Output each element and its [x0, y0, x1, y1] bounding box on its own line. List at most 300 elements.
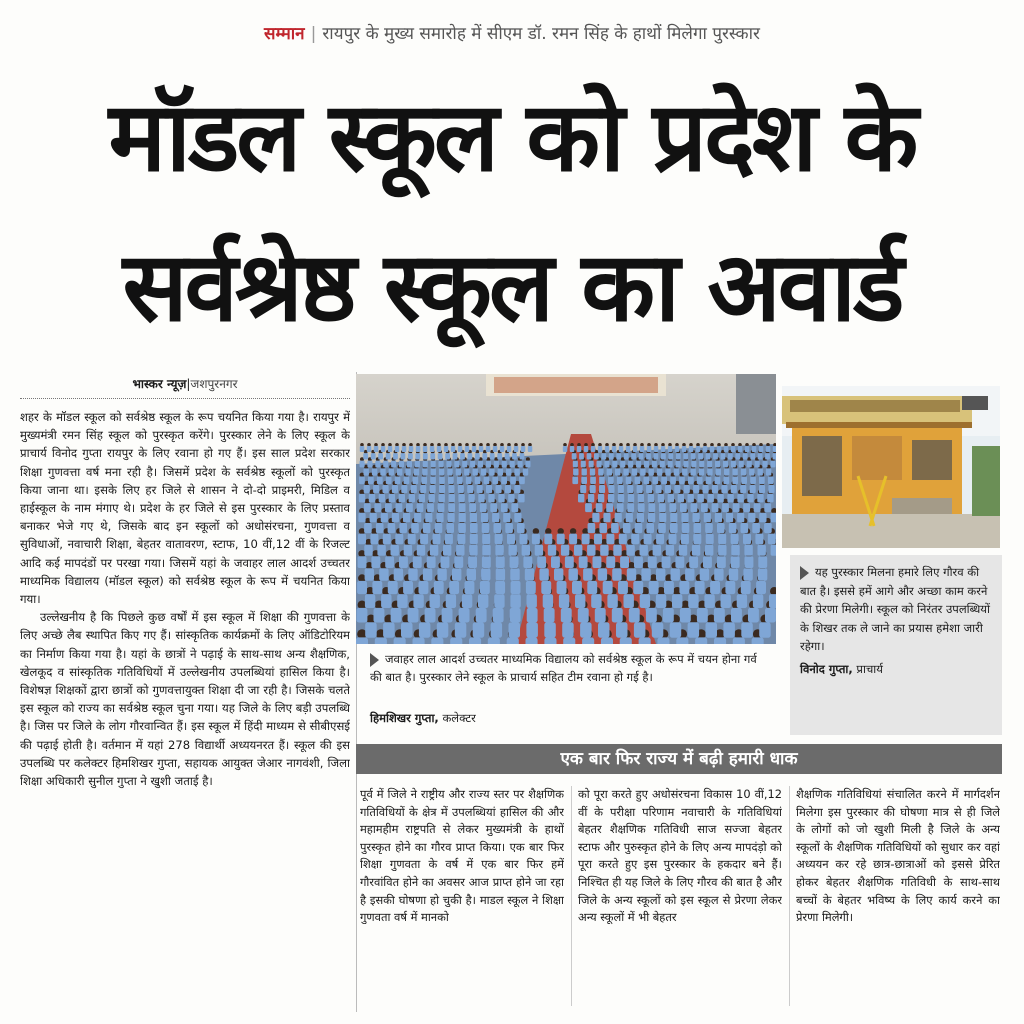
student-uniform — [617, 503, 624, 512]
student-uniform — [526, 622, 538, 637]
student-uniform — [409, 446, 414, 452]
student-uniform — [699, 461, 704, 468]
kicker-separator: | — [310, 24, 317, 44]
student-uniform — [374, 608, 385, 623]
student-uniform — [769, 594, 776, 608]
student-uniform — [723, 461, 728, 468]
student-uniform — [580, 622, 592, 637]
student-uniform — [652, 461, 657, 468]
headline — [10, 62, 1014, 362]
student-uniform — [385, 556, 394, 568]
student-uniform — [604, 461, 609, 468]
student-uniform — [617, 477, 623, 485]
student-uniform — [512, 453, 517, 459]
student-uniform — [715, 477, 721, 485]
student-uniform — [608, 477, 614, 485]
byline-rule — [20, 398, 350, 399]
student-uniform — [413, 477, 419, 485]
student-uniform — [365, 594, 375, 608]
student-uniform — [468, 453, 473, 459]
student-uniform — [430, 446, 435, 452]
student-uniform — [615, 513, 622, 523]
student-uniform — [374, 446, 379, 452]
student-uniform — [408, 453, 413, 459]
byline — [20, 376, 350, 392]
student-uniform — [748, 608, 759, 623]
student-uniform — [670, 513, 677, 523]
student-uniform — [750, 477, 756, 485]
student-uniform — [631, 534, 639, 545]
student-uniform — [683, 453, 688, 459]
quote-name: विनोद गुप्ता, — [800, 661, 853, 676]
student-uniform — [448, 477, 454, 485]
student-uniform — [634, 556, 643, 568]
student-uniform — [383, 534, 391, 545]
student-uniform — [527, 608, 538, 623]
student-uniform — [523, 556, 532, 568]
student-uniform — [444, 446, 449, 452]
student-uniform — [462, 594, 472, 608]
student-uniform — [476, 608, 487, 623]
student-uniform — [559, 594, 569, 608]
student-uniform — [425, 513, 432, 523]
student-uniform — [506, 468, 511, 475]
student-uniform — [599, 485, 605, 493]
student-uniform — [652, 622, 664, 637]
student-uniform — [770, 461, 775, 468]
student-uniform — [375, 461, 380, 468]
student-uniform — [752, 446, 757, 452]
caption-credit — [370, 710, 476, 726]
student-uniform — [475, 453, 480, 459]
student-uniform — [544, 534, 552, 545]
student-uniform — [706, 477, 712, 485]
student-uniform — [434, 581, 444, 594]
student-uniform — [595, 608, 606, 623]
student-uniform — [713, 453, 718, 459]
student-uniform — [637, 513, 644, 523]
student-uniform — [372, 468, 377, 475]
student-head — [545, 528, 551, 534]
student-uniform — [668, 446, 673, 452]
student-uniform — [490, 503, 497, 512]
student-uniform — [691, 461, 696, 468]
student-uniform — [388, 446, 393, 452]
student-uniform — [626, 545, 634, 556]
student-uniform — [722, 503, 729, 512]
body-paragraph: शहर के मॉडल स्कूल को सर्वश्रेष्ठ स्कूल के रूप चयनित किया गया है। रायपुर में मुख्यमंत्री रमन सिंह स्कूल को पुरस्कृत करेंगे। पुरस्कार लेने के लिए स्कूल के प्राचार्य विनोद गुप्ता रायपुर के लिए रवाना हो गए हैं। इस साल प्रदेश सरकार शिक्षा गुणवत्ता वर्ष मना रही है। जिसमें प्रदेश के सर्वश्रेष्ठ स्कूलों को पुरस्कृत किया जाना था। इसके लिए हर जिले से शासन ने दो-दो प्राइमरी, मिडिल व हाईस्कूल के नाम मंगाए थे। प्रदेश के हर जिले से इस पुरस्कार के लिए प्रस्ताव बनाकर भेजे गए थे, जिसके बाद इन स्कूलों को अधोसंरचना, गुणवत्ता व सुविधाओं, नवाचारी शिक्षा, बेहतर वातावरण, स्टाफ, 10 वीं,12 वीं के रिजल्ट आदि कई मापदंडों पर परखा गया। जिसमें यहां के जवाहर लाल आदर्श उच्चतर माध्यमिक विद्यालय (मॉडल स्कूल) को सर्वश्रेष्ठ स्कूल के रूप में चयनित किया गया। — [20, 410, 350, 607]
student-uniform — [455, 622, 467, 637]
student-uniform — [658, 523, 666, 533]
student-uniform — [626, 513, 633, 523]
student-uniform — [439, 477, 445, 485]
student-uniform — [764, 503, 771, 512]
student-uniform — [729, 568, 738, 581]
building-illustration — [782, 386, 1000, 548]
student-uniform — [731, 556, 740, 568]
byline-location: जशपुरनगर — [190, 377, 238, 391]
student-uniform — [413, 594, 423, 608]
student-uniform — [773, 453, 776, 459]
student-uniform — [554, 568, 563, 581]
student-uniform — [371, 453, 376, 459]
student-head — [558, 528, 564, 534]
student-uniform — [473, 622, 485, 637]
student-uniform — [413, 556, 422, 568]
student-uniform — [592, 513, 599, 523]
student-uniform — [740, 485, 746, 493]
student-uniform — [498, 468, 503, 475]
student-uniform — [661, 453, 666, 459]
student-uniform — [767, 494, 773, 503]
student-uniform — [477, 485, 483, 493]
student-uniform — [526, 637, 538, 644]
student-uniform — [688, 494, 694, 503]
student-uniform — [429, 494, 435, 503]
student-uniform — [598, 446, 603, 452]
student-uniform — [737, 494, 743, 503]
student-uniform — [467, 568, 476, 581]
student-uniform — [468, 556, 477, 568]
student-uniform — [561, 545, 569, 556]
student-uniform — [759, 446, 764, 452]
student-uniform — [357, 608, 368, 623]
student-uniform — [612, 608, 623, 623]
student-uniform — [759, 485, 765, 493]
student-uniform — [706, 453, 711, 459]
student-uniform — [458, 485, 464, 493]
student-uniform — [771, 513, 777, 523]
student-uniform — [539, 568, 548, 581]
student-uniform — [717, 556, 726, 568]
student-uniform — [496, 485, 502, 493]
student-uniform — [638, 494, 644, 503]
student-uniform — [670, 477, 676, 485]
student-uniform — [585, 503, 592, 512]
student-uniform — [626, 446, 631, 452]
student-uniform — [697, 608, 708, 623]
student-uniform — [732, 468, 737, 475]
student-uniform — [694, 523, 702, 533]
student-uniform — [605, 446, 610, 452]
student-uniform — [383, 461, 388, 468]
student-uniform — [633, 581, 643, 594]
student-uniform — [359, 494, 365, 503]
student-uniform — [714, 568, 723, 581]
student-uniform — [717, 446, 722, 452]
student-uniform — [747, 461, 752, 468]
student-uniform — [493, 446, 498, 452]
student-uniform — [750, 485, 756, 493]
student-uniform — [364, 545, 372, 556]
student-uniform — [448, 503, 455, 512]
student-uniform — [454, 556, 463, 568]
student-uniform — [478, 494, 484, 503]
student-uniform — [569, 534, 577, 545]
student-uniform — [416, 446, 421, 452]
student-uniform — [406, 503, 413, 512]
student-uniform — [482, 453, 487, 459]
student-uniform — [414, 468, 419, 475]
student-uniform — [481, 513, 488, 523]
student-uniform — [596, 503, 603, 512]
student-uniform — [676, 453, 681, 459]
student-uniform — [580, 485, 586, 493]
student-uniform — [490, 453, 495, 459]
student-uniform — [671, 568, 680, 581]
student-head — [533, 528, 539, 534]
student-uniform — [401, 622, 413, 637]
kicker — [0, 22, 1024, 46]
student-uniform — [721, 485, 727, 493]
student-uniform — [439, 485, 445, 493]
student-uniform — [482, 556, 491, 568]
student-uniform — [662, 556, 671, 568]
student-uniform — [743, 534, 751, 545]
student-uniform — [456, 545, 464, 556]
student-uniform — [618, 485, 624, 493]
student-uniform — [510, 568, 519, 581]
student-uniform — [482, 545, 490, 556]
student-uniform — [731, 461, 736, 468]
student-uniform — [417, 503, 424, 512]
student-uniform — [458, 446, 463, 452]
student-uniform — [492, 513, 499, 523]
student-uniform — [469, 637, 481, 644]
student-uniform — [658, 494, 664, 503]
student-uniform — [743, 453, 748, 459]
student-uniform — [563, 637, 575, 644]
student-uniform — [627, 503, 634, 512]
student-uniform — [691, 503, 698, 512]
student-uniform — [593, 556, 602, 568]
student-uniform — [489, 468, 494, 475]
student-uniform — [438, 453, 443, 459]
body-paragraph: उल्लेखनीय है कि पिछले कुछ वर्षों में इस स्कूल में शिक्षा की गुणवत्ता के लिए अच्छे लैब स्थापित किए गए हैं। सांस्कृतिक कार्यक्रमों के लिए ऑडिटोरियम का निर्माण किया गया है। यहां के छात्रों ने पढ़ाई के साथ-साथ अन्य शैक्षणिक, खेलकूद व सांस्कृतिक गतिविधियों में उल्लेखनीय उपलब्धियां हासिल किया है। विशेषज्ञ शिक्षकों द्वारा छात्रों को गुणवत्तायुक्त शिक्षा दी जा रही है। जिसके चलते इस स्कूल को राज्य का सर्वश्रेष्ठ स्कूल चुना गया। यह जिले के लिए बड़ी उपलब्धि है। जिस पर जिले के लोग गौरवान्वित हैं। इस स्कूल में हिंदी माध्यम से सीबीएसई की पढ़ाई होती है। वर्तमान में यहां 278 विद्यार्थी अध्ययनरत हैं। स्कूल की इस उपलब्धि पर कलेक्टर हिमशिखर गुप्ता, सहायक आयुक्त जेआर नागवंशी, जिला शिक्षा अधिकारी सुनील गुप्ता ने खुशी जताई है। — [20, 610, 350, 789]
student-uniform — [565, 556, 574, 568]
student-uniform — [430, 594, 440, 608]
student-uniform — [494, 523, 502, 533]
student-uniform — [439, 461, 444, 468]
student-uniform — [525, 568, 534, 581]
kicker-tag: सम्मान — [264, 24, 305, 44]
student-uniform — [588, 494, 594, 503]
student-uniform — [683, 461, 688, 468]
student-uniform — [451, 446, 456, 452]
student-uniform — [766, 468, 771, 475]
student-uniform — [717, 523, 725, 533]
student-uniform — [392, 485, 398, 493]
student-uniform — [738, 446, 743, 452]
student-uniform — [478, 594, 488, 608]
student-uniform — [578, 494, 584, 503]
student-uniform — [637, 485, 643, 493]
quote-text: यह पुरस्कार मिलना हमारे लिए गौरव की बात है। इससे हमें आगे और अच्छा काम करने की प्रेरणा मिलेगी। स्कूल को निरंतर उपलब्धियों के शिखर तक ले जाने का प्रयास हमेशा जारी रहेगा। — [800, 565, 990, 653]
student-uniform — [682, 468, 687, 475]
student-uniform — [519, 477, 525, 485]
student-uniform — [453, 453, 458, 459]
student-uniform — [628, 494, 634, 503]
student-uniform — [703, 556, 712, 568]
student-uniform — [372, 581, 382, 594]
student-uniform — [628, 461, 633, 468]
student-uniform — [707, 468, 712, 475]
student-uniform — [612, 568, 621, 581]
student-uniform — [459, 608, 470, 623]
student-uniform — [448, 513, 455, 523]
student-uniform — [773, 446, 776, 452]
student-uniform — [393, 453, 398, 459]
student-uniform — [623, 468, 628, 475]
student-uniform — [665, 485, 671, 493]
student-uniform — [653, 545, 661, 556]
student-uniform — [494, 594, 504, 608]
caption-credit-title: कलेक्टर — [442, 711, 476, 725]
student-uniform — [486, 485, 492, 493]
student-uniform — [588, 523, 596, 533]
student-uniform — [676, 637, 688, 644]
student-uniform — [520, 534, 528, 545]
student-uniform — [397, 594, 407, 608]
student-uniform — [669, 503, 676, 512]
student-uniform — [619, 534, 627, 545]
student-uniform — [743, 503, 750, 512]
student-uniform — [360, 461, 365, 468]
student-uniform — [733, 637, 745, 644]
student-uniform — [573, 468, 578, 475]
student-uniform — [584, 446, 589, 452]
student-uniform — [458, 523, 466, 533]
student-uniform — [389, 494, 395, 503]
student-uniform — [693, 513, 700, 523]
student-uniform — [764, 523, 772, 533]
student-uniform — [385, 503, 392, 512]
student-uniform — [635, 477, 641, 485]
student-uniform — [369, 494, 375, 503]
student-uniform — [507, 534, 515, 545]
student-uniform — [379, 568, 388, 581]
student-uniform — [399, 461, 404, 468]
student-uniform — [521, 446, 526, 452]
student-uniform — [591, 594, 601, 608]
student-uniform — [688, 477, 694, 485]
student-uniform — [423, 453, 428, 459]
student-uniform — [520, 453, 525, 459]
student-uniform — [518, 461, 523, 468]
student-uniform — [656, 534, 664, 545]
student-uniform — [656, 568, 665, 581]
student-uniform — [758, 545, 766, 556]
student-uniform — [712, 503, 719, 512]
student-uniform — [603, 581, 613, 594]
student-uniform — [438, 503, 445, 512]
student-uniform — [518, 494, 524, 503]
student-uniform — [699, 468, 704, 475]
student-uniform — [728, 453, 733, 459]
student-uniform — [470, 513, 477, 523]
student-uniform — [587, 545, 595, 556]
sub-columns — [360, 786, 1002, 1016]
student-uniform — [407, 461, 412, 468]
student-uniform — [715, 513, 722, 523]
student-uniform — [600, 545, 608, 556]
student-uniform — [481, 468, 486, 475]
student-uniform — [609, 453, 614, 459]
student-uniform — [765, 608, 776, 623]
student-uniform — [587, 453, 592, 459]
student-uniform — [394, 637, 406, 644]
student-uniform — [689, 556, 698, 568]
student-uniform — [395, 534, 403, 545]
student-uniform — [725, 581, 735, 594]
student-uniform — [623, 523, 631, 533]
student-uniform — [721, 594, 731, 608]
student-uniform — [388, 581, 398, 594]
student-uniform — [757, 494, 763, 503]
student-uniform — [714, 637, 726, 644]
student-uniform — [752, 523, 760, 533]
student-uniform — [535, 545, 543, 556]
student-uniform — [619, 446, 624, 452]
student-uniform — [445, 453, 450, 459]
student-uniform — [420, 485, 426, 493]
student-uniform — [579, 556, 588, 568]
student-uniform — [654, 453, 659, 459]
student-uniform — [419, 622, 431, 637]
student-uniform — [598, 468, 603, 475]
sub-column-3: शैक्षणिक गतिविधियां संचालित करने में मार्गदर्शन मिलेगा इस पुरस्कार की घोषणा मात्र से ही जिले के लोगों को जो खुशी मिली है जिले के अन्य स्कूलों के शैक्षणिक गतिविधियों को सुधार कर वहां अध्ययन कर रहे छात्र-छात्राओं को इससे प्रेरित होकर बेहतर शैक्षणिक गतिविधी के साथ-साथ बच्चों के बेहतर भविष्य के लिए कार्य करने का प्रेरणा मिलेगी। — [796, 787, 1000, 925]
student-uniform — [581, 477, 587, 485]
student-uniform — [430, 453, 435, 459]
student-uniform — [646, 453, 651, 459]
student-uniform — [562, 622, 574, 637]
student-uniform — [510, 556, 519, 568]
student-uniform — [766, 446, 771, 452]
student-uniform — [627, 485, 633, 493]
student-uniform — [511, 503, 518, 512]
student-uniform — [523, 468, 528, 475]
student-uniform — [620, 461, 625, 468]
student-uniform — [415, 453, 420, 459]
student-uniform — [706, 622, 718, 637]
student-uniform — [446, 523, 454, 533]
student-uniform — [430, 477, 436, 485]
student-uniform — [543, 594, 553, 608]
student-uniform — [756, 581, 766, 594]
student-uniform — [457, 534, 465, 545]
student-uniform — [697, 477, 703, 485]
student-uniform — [691, 468, 696, 475]
student-uniform — [599, 477, 605, 485]
student-head — [570, 528, 576, 534]
student-uniform — [607, 468, 612, 475]
student-uniform — [431, 637, 443, 644]
student-uniform — [431, 468, 436, 475]
student-uniform — [517, 523, 525, 533]
student-uniform — [682, 523, 690, 533]
student-uniform — [465, 446, 470, 452]
student-uniform — [514, 513, 521, 523]
student-uniform — [594, 453, 599, 459]
student-uniform — [551, 556, 560, 568]
student-uniform — [632, 468, 637, 475]
student-uniform — [356, 637, 368, 644]
student-uniform — [626, 477, 632, 485]
student-uniform — [710, 581, 720, 594]
student-uniform — [449, 581, 459, 594]
student-uniform — [573, 461, 578, 468]
student-uniform — [469, 503, 476, 512]
